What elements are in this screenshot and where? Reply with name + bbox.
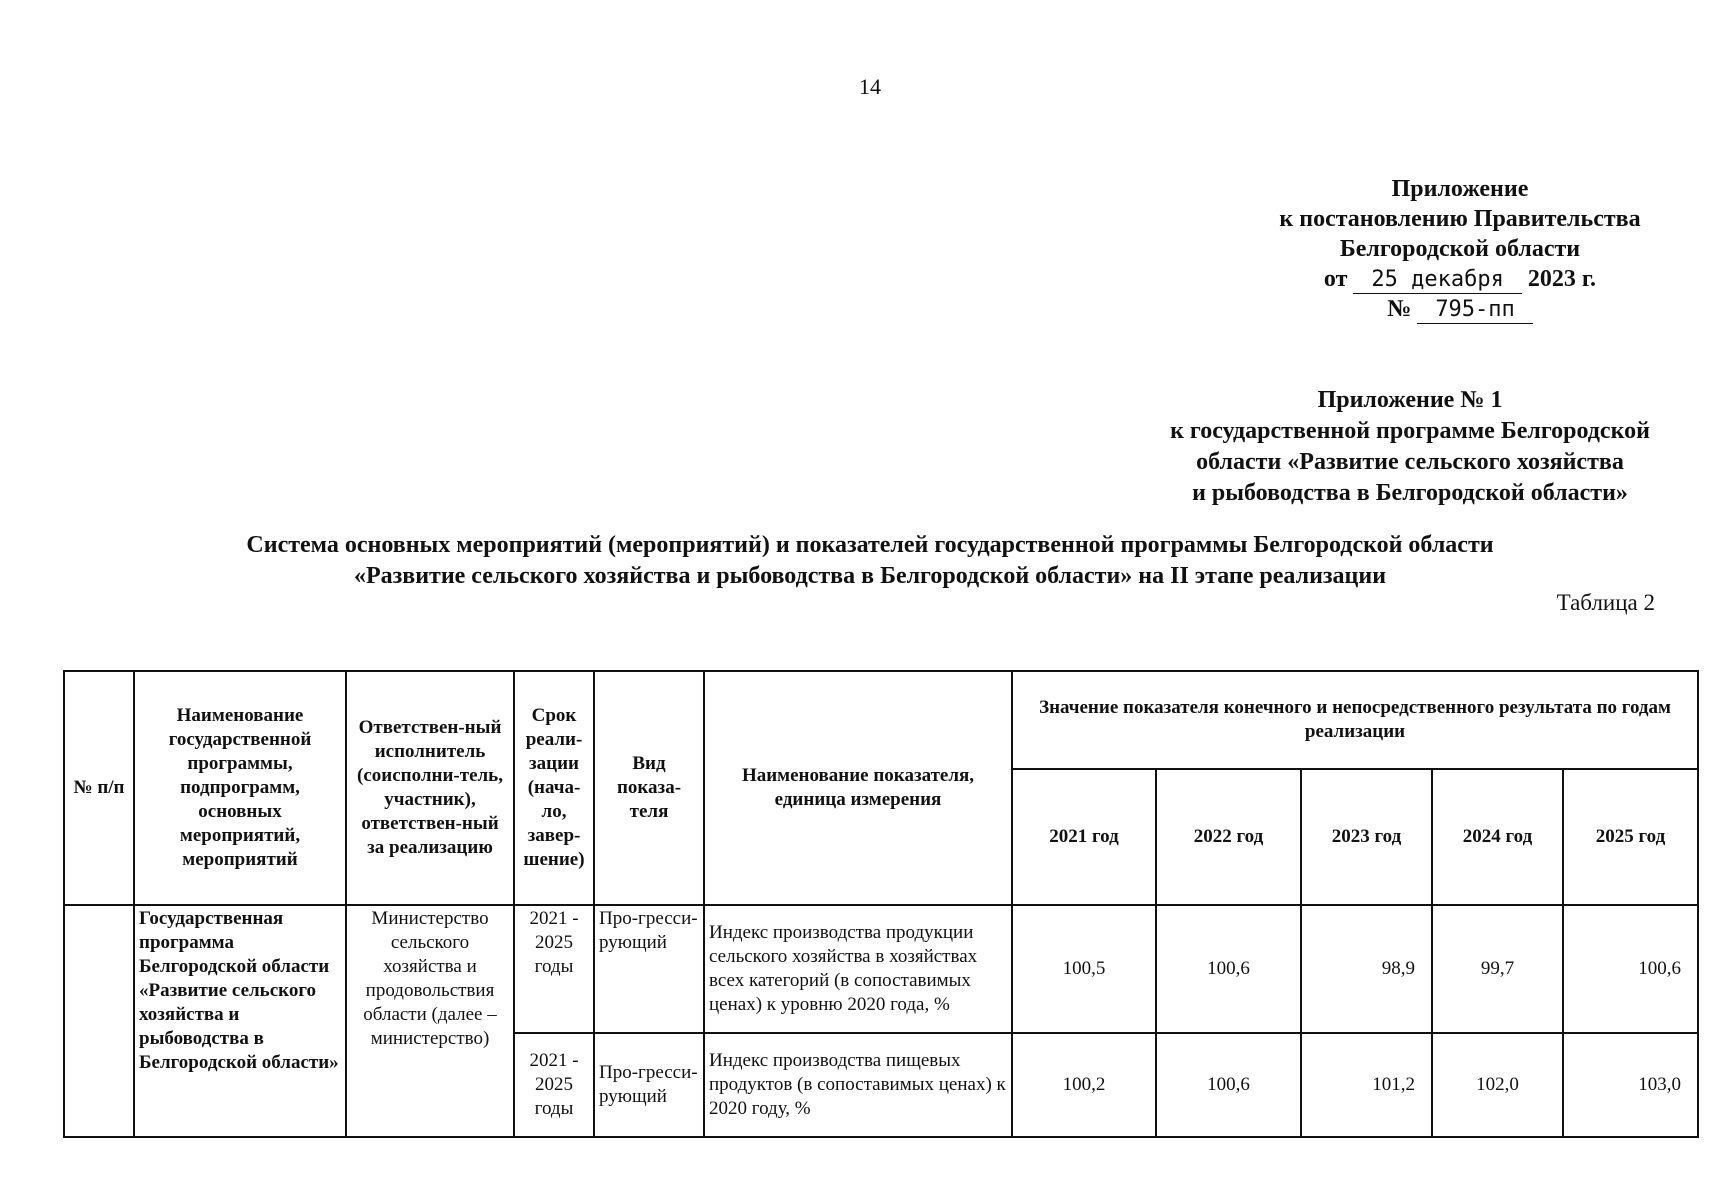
header-year: 2024 год [1432, 769, 1563, 905]
cell-type: Про-гресси-рующий [594, 905, 704, 1033]
document-title-line-1: Система основных мероприятий (мероприятий) и показателей государственной программы Белгородской области [246, 532, 1494, 558]
cell-indicator: Индекс производства продукции сельского хозяйства в хозяйствах всех категорий (в сопоставимых ценах) к уровню 2020 года, % [704, 905, 1012, 1033]
header-num: № п/п [64, 671, 134, 905]
cell-value: 100,2 [1012, 1033, 1156, 1137]
header-indicator: Наименование показателя, единица измерения [704, 671, 1012, 905]
header-year: 2025 год [1563, 769, 1698, 905]
appendix-block [1060, 385, 1722, 509]
header-row-1 [64, 671, 1698, 769]
approval-title: Приложение [1391, 176, 1529, 202]
appendix-line-1: к государственной программе Белгородской [1170, 418, 1650, 444]
header-year: 2023 год [1301, 769, 1432, 905]
cell-indicator: Индекс производства пищевых продуктов (в сопоставимых ценах) к 2020 году, % [704, 1033, 1012, 1137]
cell-period: 2021 - 2025 годы [514, 1033, 594, 1137]
appendix-title: Приложение № 1 [1317, 387, 1503, 413]
approval-number-line [1210, 294, 1710, 324]
document-title-line-2: «Развитие сельского хозяйства и рыбоводства в Белгородской области» на II этапе реализации [353, 563, 1387, 589]
header-type: Вид показа-теля [594, 671, 704, 905]
approval-block [1210, 174, 1710, 324]
cell-value: 100,6 [1156, 905, 1301, 1033]
cell-num [64, 905, 134, 1137]
cell-value: 102,0 [1432, 1033, 1563, 1137]
header-period: Срок реали-зации (нача-ло, завер-шение) [514, 671, 594, 905]
cell-value: 99,7 [1432, 905, 1563, 1033]
header-executor: Ответствен-ный исполнитель (соисполни-тель, участник), ответствен-ный за реализацию [346, 671, 514, 905]
cell-type: Про-гресси-рующий [594, 1033, 704, 1137]
header-year: 2022 год [1156, 769, 1301, 905]
approval-line-2: Белгородской области [1339, 236, 1581, 262]
cell-period: 2021 - 2025 годы [514, 905, 594, 1033]
header-values-group: Значение показателя конечного и непосредственного результата по годам реализации [1012, 671, 1698, 769]
cell-executor: Министерство сельского хозяйства и продовольствия области (далее – министерство) [346, 905, 514, 1137]
cell-value: 98,9 [1301, 905, 1432, 1033]
approval-date-prefix: от [1323, 266, 1348, 292]
cell-value: 100,5 [1012, 905, 1156, 1033]
approval-date-suffix: 2023 г. [1527, 266, 1597, 292]
indicators-table [63, 670, 1699, 1138]
header-name: Наименование государственной программы, подпрограмм, основных мероприятий, мероприятий [134, 671, 346, 905]
table-label: Таблица 2 [1556, 590, 1655, 615]
appendix-line-3: и рыбоводства в Белгородской области» [1192, 480, 1628, 506]
table-row [64, 905, 1698, 1033]
cell-value: 101,2 [1301, 1033, 1432, 1137]
approval-date-value: 25 декабря [1353, 267, 1521, 294]
cell-value: 103,0 [1563, 1033, 1698, 1137]
approval-line-1: к постановлению Правительства [1279, 206, 1641, 232]
approval-date-line [1210, 264, 1710, 294]
cell-program-name: Государственная программа Белгородской области «Развитие сельского хозяйства и рыбоводства в Белгородской области» [134, 905, 346, 1137]
page-number: 14 [859, 74, 881, 99]
appendix-line-2: области «Развитие сельского хозяйства [1196, 449, 1624, 475]
header-year: 2021 год [1012, 769, 1156, 905]
cell-value: 100,6 [1563, 905, 1698, 1033]
approval-number-prefix: № [1387, 296, 1412, 322]
cell-value: 100,6 [1156, 1033, 1301, 1137]
approval-number-value: 795-пп [1417, 297, 1532, 324]
document-title [100, 530, 1640, 592]
